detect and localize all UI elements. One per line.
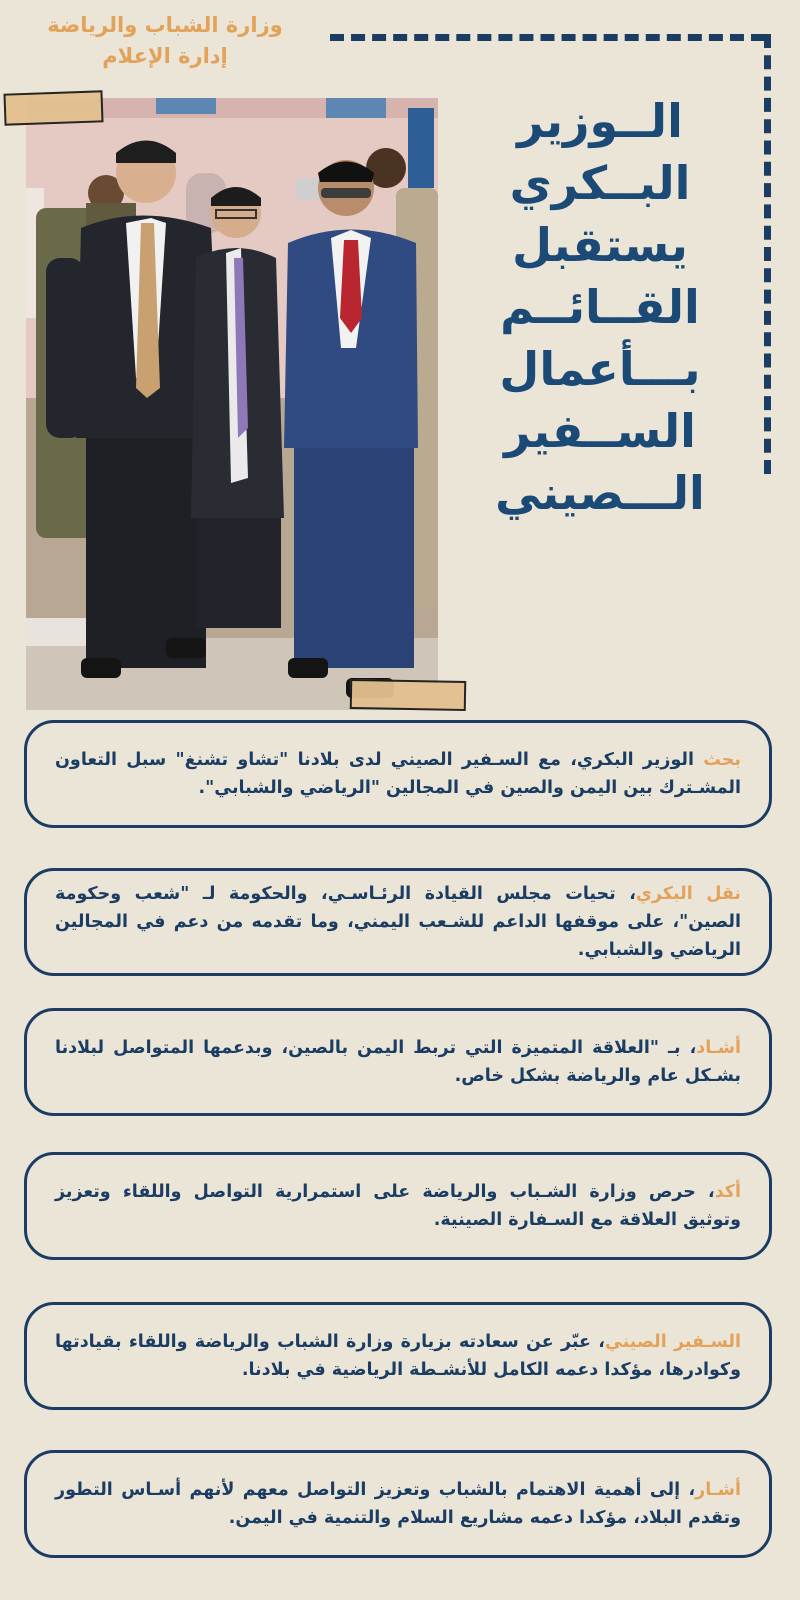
point-text: ، بـ "العلاقة المتميزة التي تربط اليمن بالصين، وبدعمها المتواصل لبلادنا بشـكل عام والرياضة بشكل خاص.	[55, 1038, 741, 1086]
headline	[450, 90, 750, 524]
headline-line: يستقبل	[512, 218, 688, 272]
department-name: إدارة الإعلام	[102, 44, 228, 68]
point-text: ، تحيات مجلس القيادة الرئـاسـي، والحكومة لـ "شعب وحكومة الصين"، على موقفها الداعم للشـعب اليمني، وما تقدمه من دعم في المجالين الرياضي والشبابي.	[55, 884, 741, 960]
point-lead: السـفير الصيني	[604, 1332, 741, 1352]
dashed-frame-right	[764, 34, 771, 474]
point-text: ، حرص وزارة الشـباب والرياضة على استمرارية التواصل واللقاء وتعزيز وتوثيق العلاقة مع السـفارة الصينية.	[55, 1182, 741, 1230]
news-point-box	[24, 1152, 772, 1260]
headline-line: الـــصيني	[495, 466, 705, 520]
headline-line: الســفير	[504, 404, 696, 458]
headline-line: الــوزير	[517, 94, 683, 148]
point-text: الوزير البكري، مع السـفير الصيني لدى بلادنا "تشاو تشنغ" سبل التعاون المشـترك بين اليمن والصين في المجالين "الرياضي والشبابي".	[55, 750, 741, 798]
news-point-box	[24, 1302, 772, 1410]
news-point-box	[24, 868, 772, 976]
headline-line: البــكري	[509, 156, 691, 210]
point-lead: أشـار	[695, 1480, 741, 1500]
ministry-header	[30, 10, 300, 72]
meeting-photo	[26, 98, 438, 710]
ministry-name: وزارة الشباب والرياضة	[47, 13, 283, 37]
point-lead: نقل البكري	[635, 884, 741, 904]
news-point-box	[24, 720, 772, 828]
news-point-box	[24, 1008, 772, 1116]
news-point-box	[24, 1450, 772, 1558]
decorative-tape-bottom	[350, 679, 467, 711]
point-lead: أكد	[714, 1182, 741, 1202]
point-lead: أشـاد	[696, 1038, 741, 1058]
dashed-frame-top	[330, 34, 765, 41]
point-text: ، إلى أهمية الاهتمام بالشباب وتعزيز التواصل معهم لأنهم أسـاس التطور وتقدم البلاد، مؤكدا دعمه مشاريع السلام والتنمية في اليمن.	[55, 1480, 741, 1528]
headline-line: القــائــم	[500, 280, 700, 334]
decorative-tape-top	[3, 90, 103, 125]
point-lead: بحث	[703, 750, 741, 770]
headline-line: بـــأعمال	[499, 342, 701, 396]
point-text: ، عبّر عن سعادته بزيارة وزارة الشباب والرياضة واللقاء بقيادتها وكوادرها، مؤكدا دعمه الكامل للأنشـطة الرياضية في بلادنا.	[55, 1332, 741, 1380]
